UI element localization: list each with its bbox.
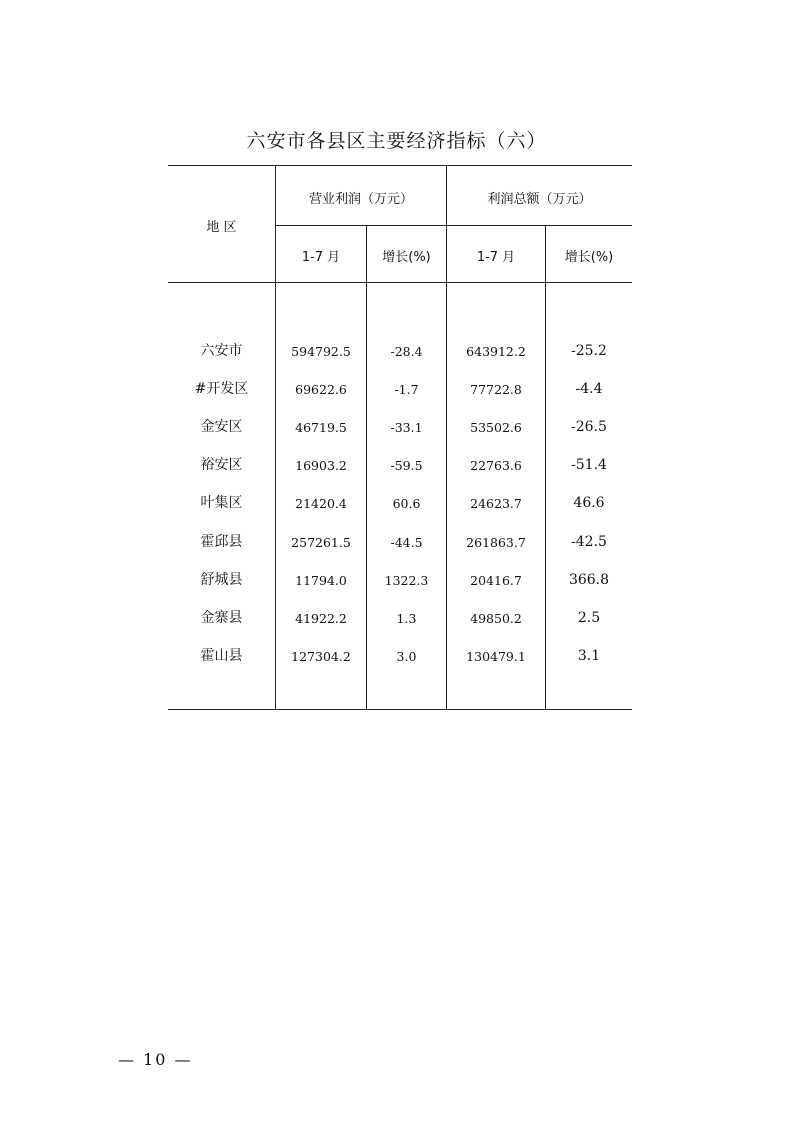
region-cell: 舒城县 bbox=[200, 572, 243, 588]
total-growth-cell: 2.5 bbox=[577, 610, 601, 626]
table-top-rule bbox=[168, 165, 632, 166]
table-bottom-rule bbox=[168, 709, 632, 710]
region-cell: #开发区 bbox=[194, 381, 249, 397]
total-profit-cell: 53502.6 bbox=[470, 420, 522, 435]
header-total-profit: 利润总额（万元） bbox=[487, 192, 592, 207]
page-title: 六安市各县区主要经济指标（六） bbox=[246, 130, 547, 152]
header-op-growth: 增长(%) bbox=[382, 250, 431, 265]
header-total-growth: 增长(%) bbox=[564, 250, 614, 265]
header-operating-profit: 营业利润（万元） bbox=[308, 192, 413, 207]
total-growth-cell: 366.8 bbox=[568, 572, 610, 588]
op-growth-cell: -44.5 bbox=[390, 535, 423, 550]
region-cell: 六安市 bbox=[200, 343, 243, 359]
region-cell: 叶集区 bbox=[200, 495, 243, 511]
total-growth-cell: -4.4 bbox=[575, 381, 603, 397]
op-profit-cell: 41922.2 bbox=[295, 611, 347, 626]
op-profit-cell: 46719.5 bbox=[295, 420, 347, 435]
region-cell: 霍山县 bbox=[200, 648, 243, 664]
total-growth-cell: 3.1 bbox=[577, 648, 601, 664]
total-profit-cell: 22763.6 bbox=[470, 458, 522, 473]
region-cell: 裕安区 bbox=[200, 457, 243, 473]
total-profit-cell: 77722.8 bbox=[470, 382, 522, 397]
op-profit-cell: 21420.4 bbox=[295, 496, 347, 511]
op-profit-cell: 16903.2 bbox=[295, 458, 347, 473]
op-profit-cell: 69622.6 bbox=[295, 382, 347, 397]
op-growth-cell: 3.0 bbox=[396, 649, 417, 664]
total-profit-cell: 49850.2 bbox=[470, 611, 522, 626]
region-cell: 金安区 bbox=[200, 419, 243, 435]
op-profit-cell: 594792.5 bbox=[291, 344, 351, 359]
total-growth-cell: 46.6 bbox=[573, 495, 605, 511]
total-growth-cell: -42.5 bbox=[571, 534, 607, 550]
header-bottom-rule bbox=[168, 282, 632, 283]
header-mid-rule bbox=[275, 225, 632, 226]
page-number: — 10 — bbox=[118, 1050, 193, 1069]
total-profit-cell: 20416.7 bbox=[470, 573, 522, 588]
total-profit-cell: 130479.1 bbox=[466, 649, 526, 664]
total-growth-cell: -51.4 bbox=[571, 457, 607, 473]
op-growth-cell: 1.3 bbox=[396, 611, 417, 626]
op-growth-cell: -1.7 bbox=[394, 382, 419, 397]
region-cell: 金寨县 bbox=[200, 610, 243, 626]
op-growth-cell: 1322.3 bbox=[384, 573, 429, 588]
total-profit-cell: 261863.7 bbox=[466, 535, 526, 550]
op-growth-cell: -33.1 bbox=[390, 420, 423, 435]
header-total-period: 1-7 月 bbox=[476, 250, 516, 265]
region-cell: 霍邱县 bbox=[200, 534, 243, 550]
op-growth-cell: 60.6 bbox=[392, 496, 421, 511]
total-profit-cell: 643912.2 bbox=[466, 344, 526, 359]
total-profit-cell: 24623.7 bbox=[470, 496, 522, 511]
op-growth-cell: -59.5 bbox=[390, 458, 423, 473]
op-profit-cell: 257261.5 bbox=[291, 535, 351, 550]
total-growth-cell: -25.2 bbox=[571, 343, 607, 359]
op-profit-cell: 11794.0 bbox=[295, 573, 347, 588]
header-region: 地 区 bbox=[206, 220, 237, 235]
header-op-period: 1-7 月 bbox=[301, 250, 341, 265]
total-growth-cell: -26.5 bbox=[571, 419, 607, 435]
op-growth-cell: -28.4 bbox=[390, 344, 423, 359]
op-profit-cell: 127304.2 bbox=[291, 649, 351, 664]
